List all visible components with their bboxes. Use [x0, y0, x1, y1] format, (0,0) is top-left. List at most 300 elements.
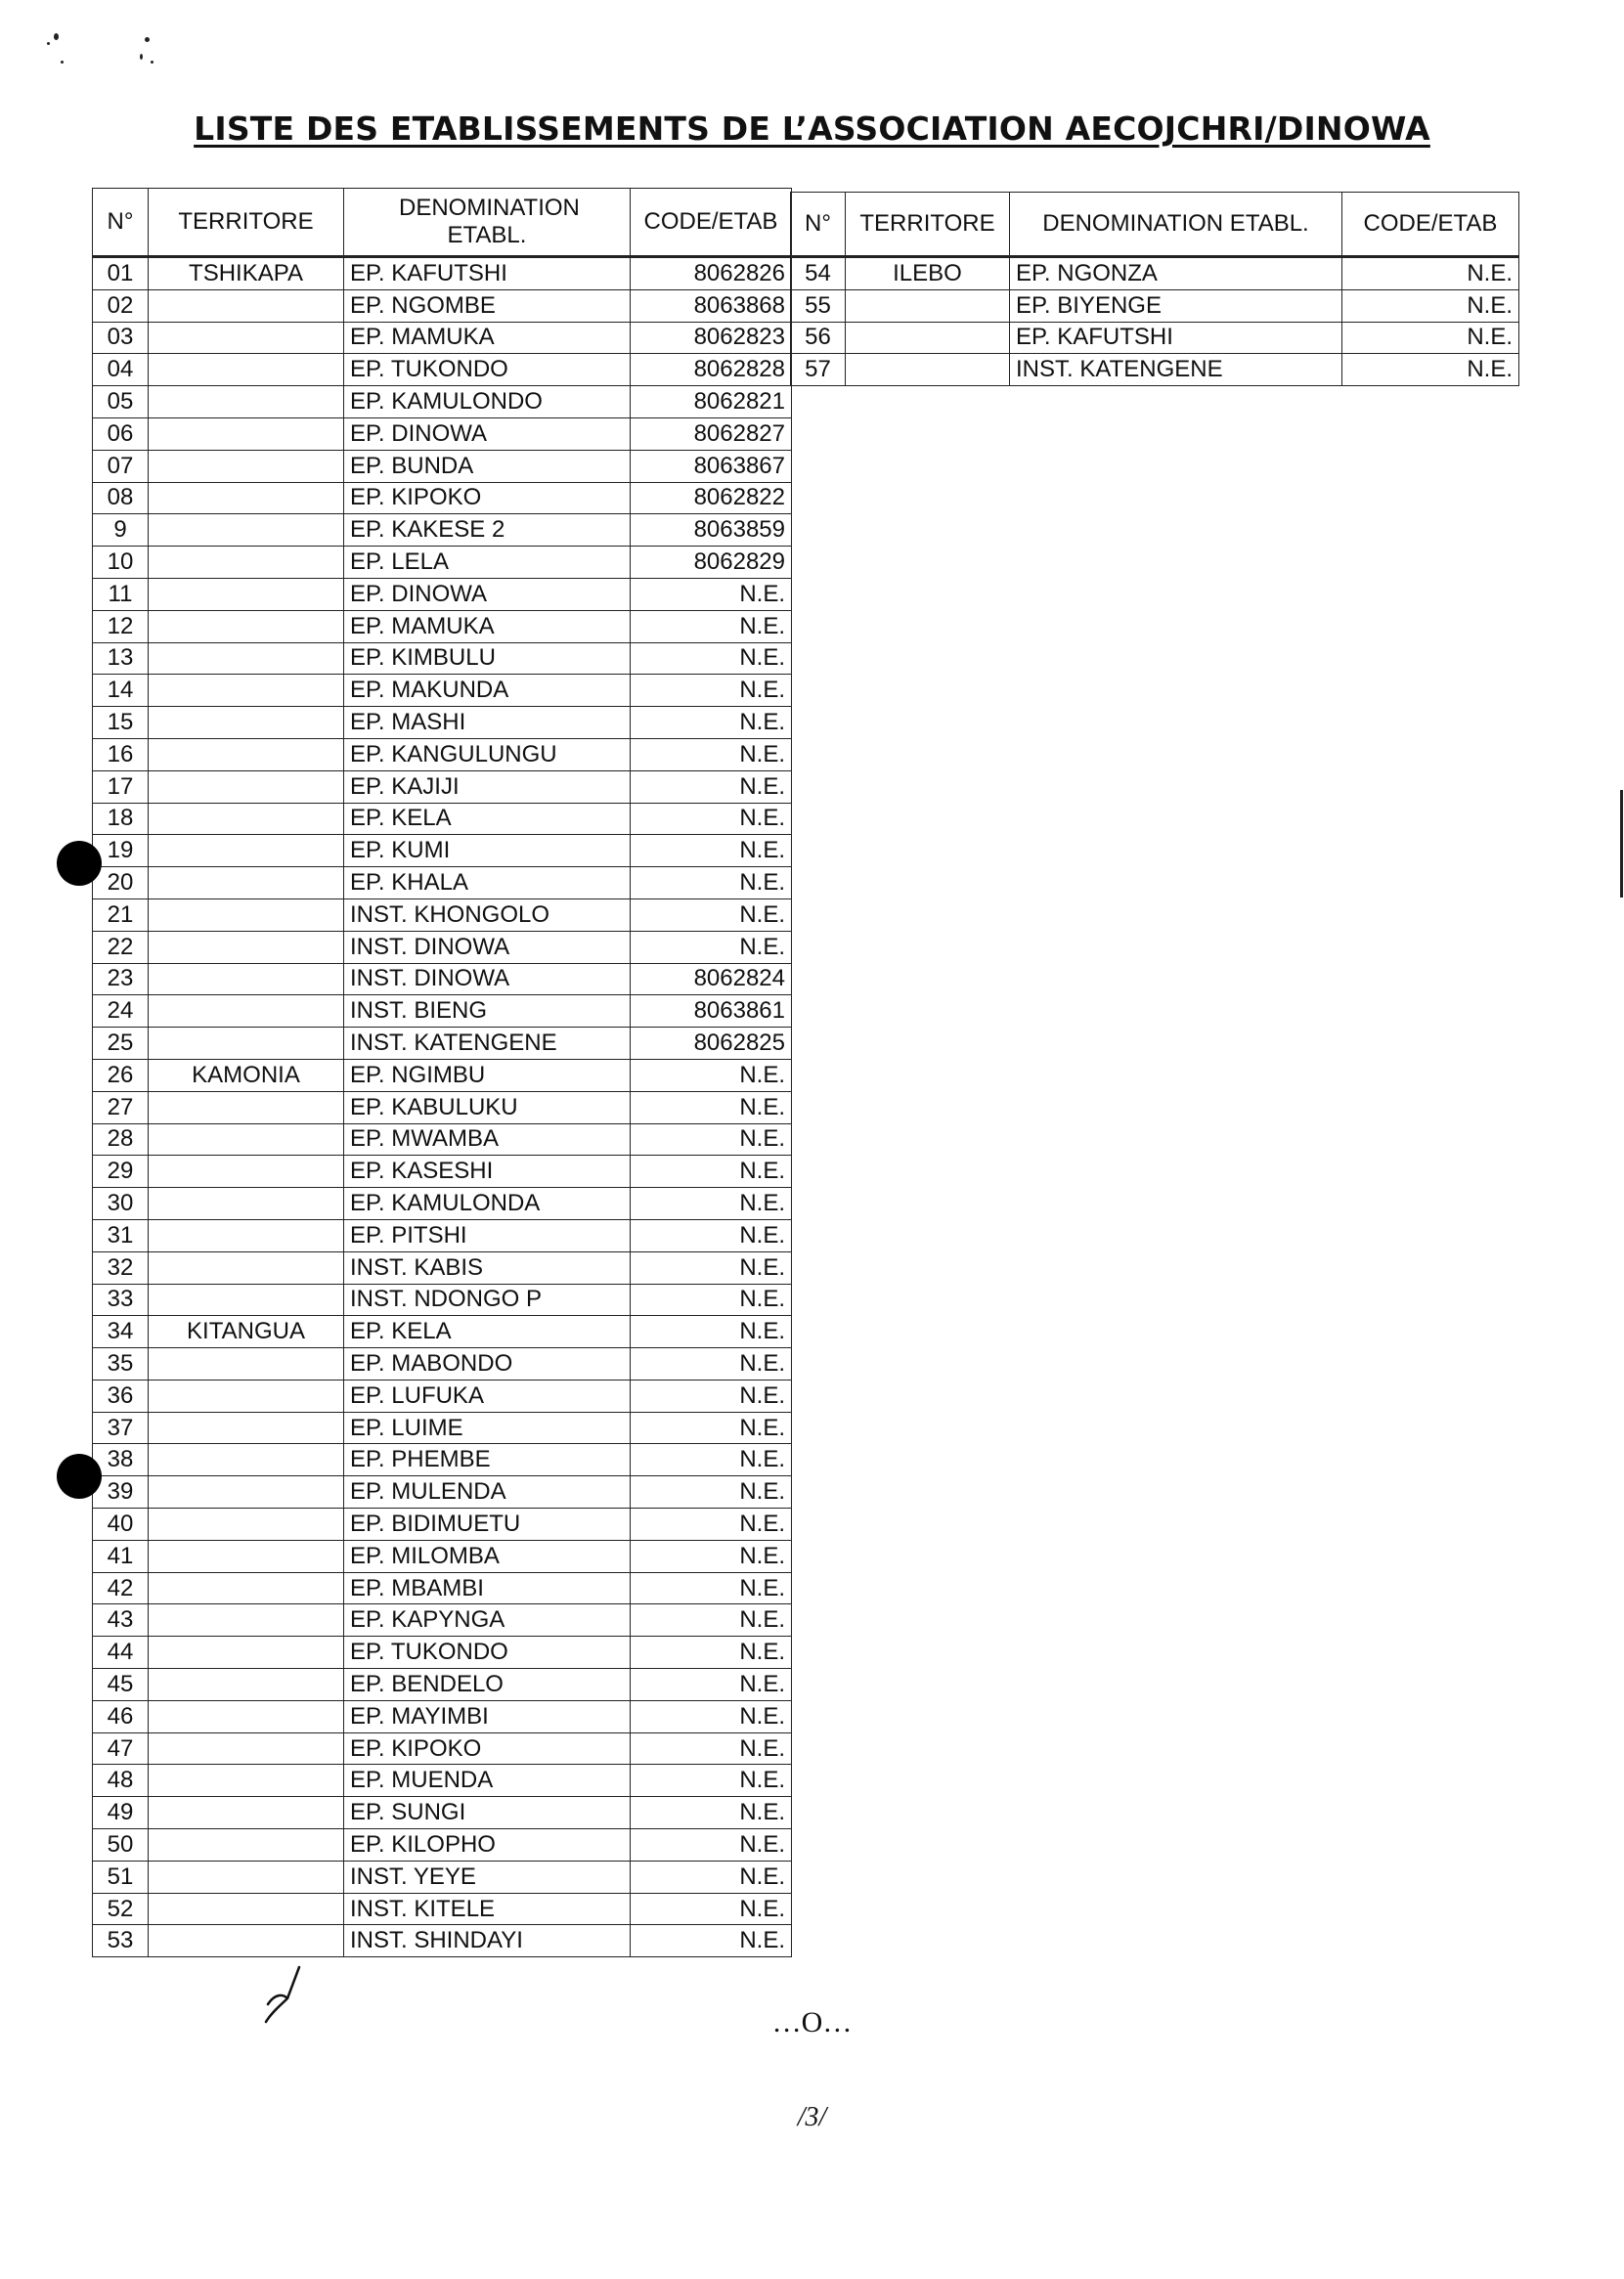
cell-number: 11	[93, 578, 149, 610]
cell-territory	[149, 835, 344, 867]
cell-code: N.E.	[631, 1059, 792, 1091]
cell-territory: TSHIKAPA	[149, 257, 344, 290]
cell-denomination: EP. KHALA	[344, 867, 631, 899]
cell-number: 34	[93, 1316, 149, 1348]
cell-denomination: EP. KANGULUNGU	[344, 738, 631, 770]
table-row	[93, 450, 792, 482]
table-header-row	[93, 189, 792, 257]
cell-code: 8062826	[631, 257, 792, 290]
cell-territory	[149, 1476, 344, 1509]
cell-territory	[149, 514, 344, 547]
cell-denomination: EP. LUFUKA	[344, 1380, 631, 1412]
column-header-number: N°	[791, 193, 846, 257]
cell-number: 35	[93, 1348, 149, 1381]
table-row	[93, 1509, 792, 1541]
table-row	[93, 547, 792, 579]
cell-number: 54	[791, 257, 846, 290]
cell-code: N.E.	[631, 1476, 792, 1509]
cell-territory	[149, 1380, 344, 1412]
cell-code: N.E.	[631, 642, 792, 675]
cell-territory	[149, 1572, 344, 1604]
table-body-left	[93, 257, 792, 1957]
cell-code: N.E.	[631, 1509, 792, 1541]
cell-number: 41	[93, 1540, 149, 1572]
cell-code: N.E.	[631, 1348, 792, 1381]
cell-number: 15	[93, 707, 149, 739]
cell-territory	[846, 289, 1010, 322]
table-row	[93, 1732, 792, 1765]
cell-territory	[149, 931, 344, 963]
cell-territory	[149, 1251, 344, 1284]
table-row	[93, 675, 792, 707]
cell-territory	[149, 1091, 344, 1123]
column-header-territory: TERRITORE	[846, 193, 1010, 257]
cell-number: 02	[93, 289, 149, 322]
table-body-right	[791, 257, 1519, 386]
table-row	[93, 1412, 792, 1444]
section-separator: …O…	[771, 2006, 853, 2038]
table-row	[93, 1797, 792, 1829]
cell-territory	[149, 1123, 344, 1156]
cell-code: N.E.	[631, 738, 792, 770]
cell-territory	[846, 354, 1010, 386]
cell-denomination: EP. MASHI	[344, 707, 631, 739]
cell-denomination: EP. MILOMBA	[344, 1540, 631, 1572]
cell-code: 8062828	[631, 354, 792, 386]
cell-denomination: EP. KAFUTSHI	[344, 257, 631, 290]
cell-code: N.E.	[631, 867, 792, 899]
cell-denomination: EP. TUKONDO	[344, 354, 631, 386]
cell-code: 8062825	[631, 1028, 792, 1060]
cell-denomination: EP. PITSHI	[344, 1219, 631, 1251]
cell-territory	[149, 1444, 344, 1476]
cell-number: 20	[93, 867, 149, 899]
cell-code: N.E.	[631, 803, 792, 835]
cell-code: 8062821	[631, 386, 792, 418]
table-row	[93, 578, 792, 610]
table-row	[93, 417, 792, 450]
table-header-row	[791, 193, 1519, 257]
establishments-table-left	[92, 188, 792, 1957]
cell-denomination: EP. KABULUKU	[344, 1091, 631, 1123]
cell-denomination: INST. NDONGO P	[344, 1284, 631, 1316]
cell-territory	[149, 1219, 344, 1251]
cell-number: 43	[93, 1604, 149, 1637]
cell-number: 36	[93, 1380, 149, 1412]
table-row	[93, 1251, 792, 1284]
cell-territory: KITANGUA	[149, 1316, 344, 1348]
page-number: /3/	[797, 2102, 827, 2132]
cell-number: 06	[93, 417, 149, 450]
table-row	[93, 1219, 792, 1251]
cell-territory: ILEBO	[846, 257, 1010, 290]
table-row	[93, 1572, 792, 1604]
cell-number: 10	[93, 547, 149, 579]
cell-territory	[149, 1284, 344, 1316]
cell-denomination: EP. NGIMBU	[344, 1059, 631, 1091]
cell-territory	[149, 1732, 344, 1765]
column-header-code: CODE/ETAB	[631, 189, 792, 257]
table-row	[93, 1637, 792, 1669]
cell-territory	[149, 1028, 344, 1060]
cell-code: N.E.	[631, 1829, 792, 1862]
cell-number: 19	[93, 835, 149, 867]
table-row	[93, 289, 792, 322]
table-row	[93, 1123, 792, 1156]
cell-code: N.E.	[631, 675, 792, 707]
cell-number: 55	[791, 289, 846, 322]
cell-number: 52	[93, 1893, 149, 1925]
table-row	[93, 898, 792, 931]
cell-denomination: EP. SUNGI	[344, 1797, 631, 1829]
cell-number: 27	[93, 1091, 149, 1123]
cell-code: N.E.	[631, 1188, 792, 1220]
table-row	[93, 1188, 792, 1220]
cell-territory	[149, 354, 344, 386]
cell-territory	[149, 1509, 344, 1541]
scan-speck	[140, 54, 143, 60]
cell-territory	[149, 1797, 344, 1829]
table-row	[93, 1669, 792, 1701]
cell-code: N.E.	[631, 1765, 792, 1797]
cell-denomination: EP. KIPOKO	[344, 1732, 631, 1765]
cell-territory	[149, 867, 344, 899]
cell-code: N.E.	[631, 1284, 792, 1316]
cell-denomination: EP. KAKESE 2	[344, 514, 631, 547]
cell-code: 8062829	[631, 547, 792, 579]
cell-denomination: INST. YEYE	[344, 1861, 631, 1893]
table-row	[93, 1925, 792, 1957]
cell-number: 40	[93, 1509, 149, 1541]
cell-number: 38	[93, 1444, 149, 1476]
cell-number: 17	[93, 770, 149, 803]
cell-code: N.E.	[631, 931, 792, 963]
cell-code: N.E.	[631, 1444, 792, 1476]
cell-territory	[149, 578, 344, 610]
table-row	[791, 289, 1519, 322]
table-row	[93, 1476, 792, 1509]
document-title: LISTE DES ETABLISSEMENTS DE L’ASSOCIATION AECOJCHRI/DINOWA	[194, 110, 1430, 148]
cell-code: N.E.	[631, 610, 792, 642]
cell-number: 26	[93, 1059, 149, 1091]
cell-code: N.E.	[1342, 354, 1519, 386]
scan-speck	[54, 33, 59, 40]
cell-denomination: EP. MAYIMBI	[344, 1700, 631, 1732]
cell-code: N.E.	[631, 1861, 792, 1893]
cell-denomination: EP. KELA	[344, 1316, 631, 1348]
cell-territory	[149, 482, 344, 514]
cell-code: 8063859	[631, 514, 792, 547]
table-row	[93, 1540, 792, 1572]
cell-denomination: EP. KIPOKO	[344, 482, 631, 514]
table-row	[93, 995, 792, 1028]
table-row	[93, 1059, 792, 1091]
cell-number: 53	[93, 1925, 149, 1957]
cell-denomination: EP. PHEMBE	[344, 1444, 631, 1476]
table-row	[93, 482, 792, 514]
cell-denomination: EP. KILOPHO	[344, 1829, 631, 1862]
cell-number: 33	[93, 1284, 149, 1316]
cell-code: N.E.	[631, 1156, 792, 1188]
cell-territory	[149, 1700, 344, 1732]
cell-number: 31	[93, 1219, 149, 1251]
cell-denomination: EP. TUKONDO	[344, 1637, 631, 1669]
cell-denomination: INST. BIENG	[344, 995, 631, 1028]
cell-code: N.E.	[1342, 289, 1519, 322]
cell-number: 14	[93, 675, 149, 707]
cell-territory	[149, 1604, 344, 1637]
cell-territory	[149, 995, 344, 1028]
cell-number: 29	[93, 1156, 149, 1188]
cell-number: 51	[93, 1861, 149, 1893]
cell-denomination: EP. MWAMBA	[344, 1123, 631, 1156]
cell-denomination: EP. KELA	[344, 803, 631, 835]
cell-territory	[149, 1765, 344, 1797]
cell-denomination: EP. LELA	[344, 547, 631, 579]
table-row	[93, 835, 792, 867]
cell-territory	[149, 289, 344, 322]
cell-code: N.E.	[631, 1540, 792, 1572]
cell-code: N.E.	[631, 1219, 792, 1251]
cell-number: 24	[93, 995, 149, 1028]
cell-denomination: INST. KATENGENE	[344, 1028, 631, 1060]
table-row	[93, 1316, 792, 1348]
table-row	[93, 1156, 792, 1188]
cell-denomination: EP. KAMULONDO	[344, 386, 631, 418]
cell-code: N.E.	[631, 1732, 792, 1765]
scan-speck	[145, 37, 150, 42]
table-row	[93, 1829, 792, 1862]
cell-number: 05	[93, 386, 149, 418]
cell-code: N.E.	[631, 1669, 792, 1701]
cell-code: N.E.	[631, 1572, 792, 1604]
cell-denomination: EP. KAFUTSHI	[1010, 322, 1342, 354]
cell-number: 44	[93, 1637, 149, 1669]
cell-territory	[149, 1412, 344, 1444]
cell-number: 22	[93, 931, 149, 963]
cell-territory	[846, 322, 1010, 354]
cell-territory	[149, 1156, 344, 1188]
cell-denomination: EP. BENDELO	[344, 1669, 631, 1701]
cell-number: 30	[93, 1188, 149, 1220]
cell-number: 57	[791, 354, 846, 386]
table-row	[93, 867, 792, 899]
table-row	[93, 1861, 792, 1893]
cell-number: 12	[93, 610, 149, 642]
cell-number: 16	[93, 738, 149, 770]
table-row	[93, 322, 792, 354]
cell-code: 8062824	[631, 963, 792, 995]
cell-code: N.E.	[631, 1412, 792, 1444]
column-header-denomination-text: DENOMINATION ETABL.	[399, 195, 580, 248]
cell-code: N.E.	[631, 770, 792, 803]
table-row	[93, 1604, 792, 1637]
cell-territory	[149, 386, 344, 418]
cell-denomination: EP. KIMBULU	[344, 642, 631, 675]
cell-number: 42	[93, 1572, 149, 1604]
cell-code: N.E.	[1342, 322, 1519, 354]
scan-edge-mark	[1620, 790, 1623, 898]
cell-territory	[149, 1637, 344, 1669]
table-row	[93, 1091, 792, 1123]
cell-number: 46	[93, 1700, 149, 1732]
cell-denomination: EP. NGOMBE	[344, 289, 631, 322]
cell-territory	[149, 642, 344, 675]
cell-code: N.E.	[631, 1797, 792, 1829]
table-row	[93, 707, 792, 739]
column-header-territory: TERRITORE	[149, 189, 344, 257]
table-row	[791, 322, 1519, 354]
cell-denomination: EP. DINOWA	[344, 578, 631, 610]
table-row	[93, 1700, 792, 1732]
cell-number: 28	[93, 1123, 149, 1156]
cell-number: 45	[93, 1669, 149, 1701]
cell-code: N.E.	[631, 707, 792, 739]
cell-territory	[149, 675, 344, 707]
cell-denomination: EP. KUMI	[344, 835, 631, 867]
cell-number: 48	[93, 1765, 149, 1797]
cell-denomination: EP. KASESHI	[344, 1156, 631, 1188]
scan-speck	[47, 42, 50, 45]
cell-code: N.E.	[631, 578, 792, 610]
cell-number: 01	[93, 257, 149, 290]
cell-territory	[149, 450, 344, 482]
cell-territory	[149, 322, 344, 354]
cell-number: 47	[93, 1732, 149, 1765]
table-row	[93, 803, 792, 835]
cell-denomination: EP. BIDIMUETU	[344, 1509, 631, 1541]
cell-denomination: EP. BUNDA	[344, 450, 631, 482]
table-row	[791, 354, 1519, 386]
cell-denomination: EP. NGONZA	[1010, 257, 1342, 290]
table-row	[93, 770, 792, 803]
table-row	[93, 514, 792, 547]
table-row	[93, 354, 792, 386]
cell-territory	[149, 803, 344, 835]
cell-code: N.E.	[631, 1893, 792, 1925]
cell-denomination: INST. KITELE	[344, 1893, 631, 1925]
cell-denomination: INST. DINOWA	[344, 931, 631, 963]
table-row	[93, 931, 792, 963]
cell-denomination: EP. BIYENGE	[1010, 289, 1342, 322]
cell-territory	[149, 417, 344, 450]
table-row	[93, 1380, 792, 1412]
column-header-number: N°	[93, 189, 149, 257]
table-row	[93, 386, 792, 418]
cell-territory	[149, 1540, 344, 1572]
cell-number: 07	[93, 450, 149, 482]
cell-denomination: EP. MULENDA	[344, 1476, 631, 1509]
cell-number: 13	[93, 642, 149, 675]
scan-speck	[151, 61, 154, 64]
cell-number: 08	[93, 482, 149, 514]
cell-number: 37	[93, 1412, 149, 1444]
cell-denomination: EP. DINOWA	[344, 417, 631, 450]
table-row	[93, 1893, 792, 1925]
table-row	[93, 963, 792, 995]
table-row	[93, 1028, 792, 1060]
cell-territory	[149, 963, 344, 995]
cell-territory	[149, 547, 344, 579]
cell-number: 50	[93, 1829, 149, 1862]
cell-code: 8063867	[631, 450, 792, 482]
table-row	[93, 1348, 792, 1381]
cell-denomination: EP. MABONDO	[344, 1348, 631, 1381]
cell-number: 9	[93, 514, 149, 547]
cell-territory	[149, 898, 344, 931]
cell-code: N.E.	[631, 1251, 792, 1284]
cell-territory	[149, 1188, 344, 1220]
column-header-code: CODE/ETAB	[1342, 193, 1519, 257]
cell-code: N.E.	[631, 898, 792, 931]
cell-code: N.E.	[631, 835, 792, 867]
cell-number: 21	[93, 898, 149, 931]
cell-denomination: INST. KATENGENE	[1010, 354, 1342, 386]
column-header-denomination	[344, 189, 631, 257]
cell-number: 04	[93, 354, 149, 386]
cell-territory: KAMONIA	[149, 1059, 344, 1091]
cell-territory	[149, 1893, 344, 1925]
cell-number: 25	[93, 1028, 149, 1060]
cell-number: 03	[93, 322, 149, 354]
scan-speck	[61, 61, 64, 64]
cell-code: N.E.	[631, 1316, 792, 1348]
table-row	[93, 1444, 792, 1476]
cell-denomination: EP. KAMULONDA	[344, 1188, 631, 1220]
cell-denomination: EP. LUIME	[344, 1412, 631, 1444]
punch-hole	[57, 841, 102, 886]
table-row	[791, 257, 1519, 290]
cell-territory	[149, 610, 344, 642]
cell-code: 8063861	[631, 995, 792, 1028]
cell-code: N.E.	[631, 1380, 792, 1412]
cell-territory	[149, 1348, 344, 1381]
cell-number: 18	[93, 803, 149, 835]
cell-code: N.E.	[631, 1123, 792, 1156]
cell-denomination: INST. DINOWA	[344, 963, 631, 995]
cell-code: N.E.	[631, 1925, 792, 1957]
table-row	[93, 642, 792, 675]
table-row	[93, 738, 792, 770]
cell-code: N.E.	[631, 1700, 792, 1732]
cell-code: 8062823	[631, 322, 792, 354]
cell-number: 56	[791, 322, 846, 354]
cell-code: 8062822	[631, 482, 792, 514]
cell-denomination: EP. MUENDA	[344, 1765, 631, 1797]
cell-denomination: INST. SHINDAYI	[344, 1925, 631, 1957]
column-header-denomination: DENOMINATION ETABL.	[1010, 193, 1342, 257]
table-row	[93, 610, 792, 642]
cell-code: N.E.	[631, 1091, 792, 1123]
cell-denomination: EP. KAPYNGA	[344, 1604, 631, 1637]
cell-denomination: INST. KABIS	[344, 1251, 631, 1284]
cell-territory	[149, 1669, 344, 1701]
cell-territory	[149, 738, 344, 770]
table-row	[93, 1765, 792, 1797]
establishments-table-right	[790, 192, 1519, 386]
cell-number: 32	[93, 1251, 149, 1284]
punch-hole	[57, 1454, 102, 1499]
cell-code: N.E.	[1342, 257, 1519, 290]
cell-number: 49	[93, 1797, 149, 1829]
cell-code: N.E.	[631, 1604, 792, 1637]
cell-denomination: EP. MAMUKA	[344, 610, 631, 642]
cell-denomination: EP. KAJIJI	[344, 770, 631, 803]
cell-denomination: INST. KHONGOLO	[344, 898, 631, 931]
cell-code: N.E.	[631, 1637, 792, 1669]
cell-territory	[149, 707, 344, 739]
cell-territory	[149, 1925, 344, 1957]
